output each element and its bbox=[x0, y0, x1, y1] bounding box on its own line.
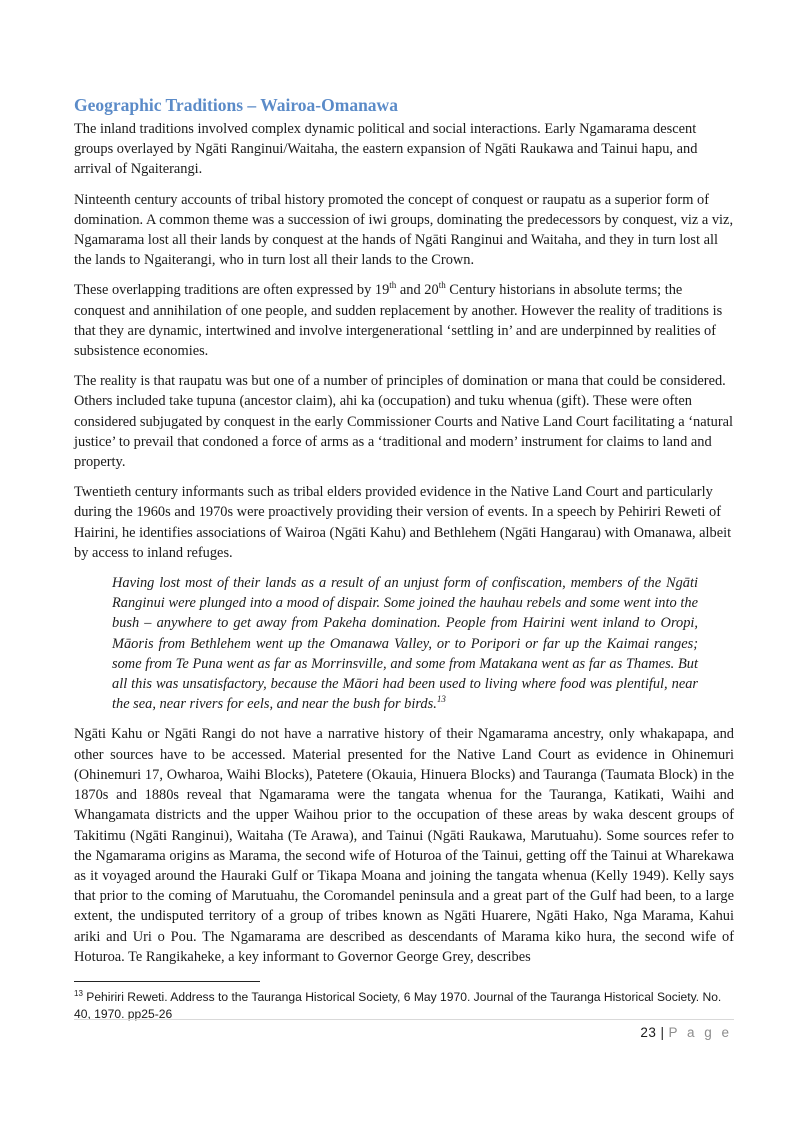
paragraph-conquest-accounts: Ninteenth century accounts of tribal history promoted the concept of conquest or raupatu as a superior form of domination. A common theme was a succession of iwi groups, dominating the predecessors by conquest, viz a viz, Ngamarama lost all their lands by conquest at the hands of Ngāti Ranginui and Waitaha, and they in turn lost all the lands to Ngaiterangi, who in turn lost all their lands to the Crown. bbox=[74, 191, 734, 269]
paragraph-twentieth-century: Twentieth century informants such as tribal elders provided evidence in the Native Land Court and particularly during the 1960s and 1970s were proactively providing their version of events. In a speech by Pehiriri Reweti of Hairini, he identifies associations of Wairoa (Ngāti Kahu) and Bethlehem (Ngāti Hangarau) with Omanawa, albeit by access to inland refuges. bbox=[74, 484, 732, 561]
footnote-number: 13 bbox=[74, 988, 83, 998]
paragraph-raupatu-reality: The reality is that raupatu was but one of a number of principles of domination or mana that could be considered. Others included take tupuna (ancestor claim), ahi ka (occupation) and tuku whenua (gift). These were often considered subjugated by conquest in the early Commissioner Courts and Native Land Court facilitating a ‘natural justice’ to prevail that condoned a force of arms as a ‘traditional and modern’ instrument for claims to land and property. bbox=[74, 373, 734, 471]
superscript-th: th bbox=[389, 280, 397, 291]
page-label: P a g e bbox=[668, 1025, 732, 1040]
paragraph-inland-traditions: The inland traditions involved complex dynamic political and social interactions. Early Ngamarama descent groups overlayed by Ngāti Ranginui/Waitaha, the eastern expansion of Ngāti Raukawa and Tainui hapu, and arrival of Ngaiterangi. bbox=[74, 121, 698, 178]
page-number-separator: | bbox=[660, 1025, 665, 1040]
page-content bbox=[74, 93, 734, 977]
block-quote bbox=[112, 573, 698, 714]
paragraph-text: and 20 bbox=[396, 282, 439, 299]
footnote-text: Pehiriri Reweti. Address to the Tauranga Historical Society, 6 May 1970. Journal of the Tauranga Historical Society. No. 40, 1970. pp25-26 bbox=[74, 990, 722, 1021]
section-heading: Geographic Traditions – Wairoa-Omanawa bbox=[74, 95, 398, 115]
paragraph-ngamarama-ancestry: Ngāti Kahu or Ngāti Rangi do not have a narrative history of their Ngamarama ancestry, only whakapapa, and other sources have to be accessed. Material presented for the Native Land Court as evidence in Ohinemuri (Ohinemuri 17, Owharoa, Waihi Blocks), Patetere (Okauia, Hinuera Blocks) and Tauranga (Taumata Block) in the 1870s and 1880s reveal that Ngamarama were the tangata whenua for the Tauranga, Katikati, Waihi and Whangamata districts and the upper Waihou prior to the occupation of these areas by waka descent groups of Takitimu (Ngāti Ranginui), Waitaha (Te Arawa), and Tainui (Ngāti Raukawa, Marutuahu). Some sources refer to the Ngamarama origins as Marama, the second wife of Hoturoa of the Tainui, getting off the Tainui at Wharekawa as it voyaged around the Hauraki Gulf or Tikapa Moana and joining the tangata whenua (Kelly 1949). Kelly says that prior to the coming of Marutuahu, the Coromandel peninsula and a great part of the Gulf had been, to a large extent, the undisputed territory of a group of tribes known as Ngāti Huarere, Ngāti Hako, Nga Marama, Kahui ariki and Uri o Pou. The Ngamarama are described as descendants of Marama kiko hura, the second wife of Hoturoa. Te Rangikaheke, a key informant to Governor George Grey, describes bbox=[74, 726, 734, 965]
page-number-value: 23 bbox=[640, 1025, 657, 1040]
paragraph-text: Century historians in absolute terms; the conquest and annihilation of one people, and sudden replacement by another. However the reality of traditions is that they are dynamic, intertwined and involve intergenerational ‘settling in’ and are underpinned by realities of subsistence economies. bbox=[74, 282, 723, 360]
footnote-divider bbox=[74, 981, 260, 982]
footnote bbox=[74, 989, 734, 1023]
footnote-reference[interactable]: 13 bbox=[436, 694, 446, 705]
paragraph-text: These overlapping traditions are often expressed by 19 bbox=[74, 282, 390, 299]
footer-divider bbox=[74, 1019, 734, 1020]
superscript-th: th bbox=[438, 280, 446, 291]
paragraph-overlapping-traditions bbox=[74, 280, 734, 361]
page-number bbox=[640, 1025, 732, 1040]
quote-text: Having lost most of their lands as a result of an unjust form of confiscation, members of the Ngāti Ranginui were plunged into a mood of dispair. Some joined the hauhau rebels and some went into the bush – anywhere to get away from Pakeha domination. People from Hairini went inland to Oropi, Māoris from Bethlehem went up the Omanawa Valley, or to Poripori or far up the Kaimai ranges; some from Te Puna went as far as Morrinsville, and some from Matakana went as far as Thames. But all this was unsatisfactory, because the Māori had been used to living where food was plentiful, near the sea, near rivers for eels, and near the bush for birds. bbox=[112, 575, 698, 713]
